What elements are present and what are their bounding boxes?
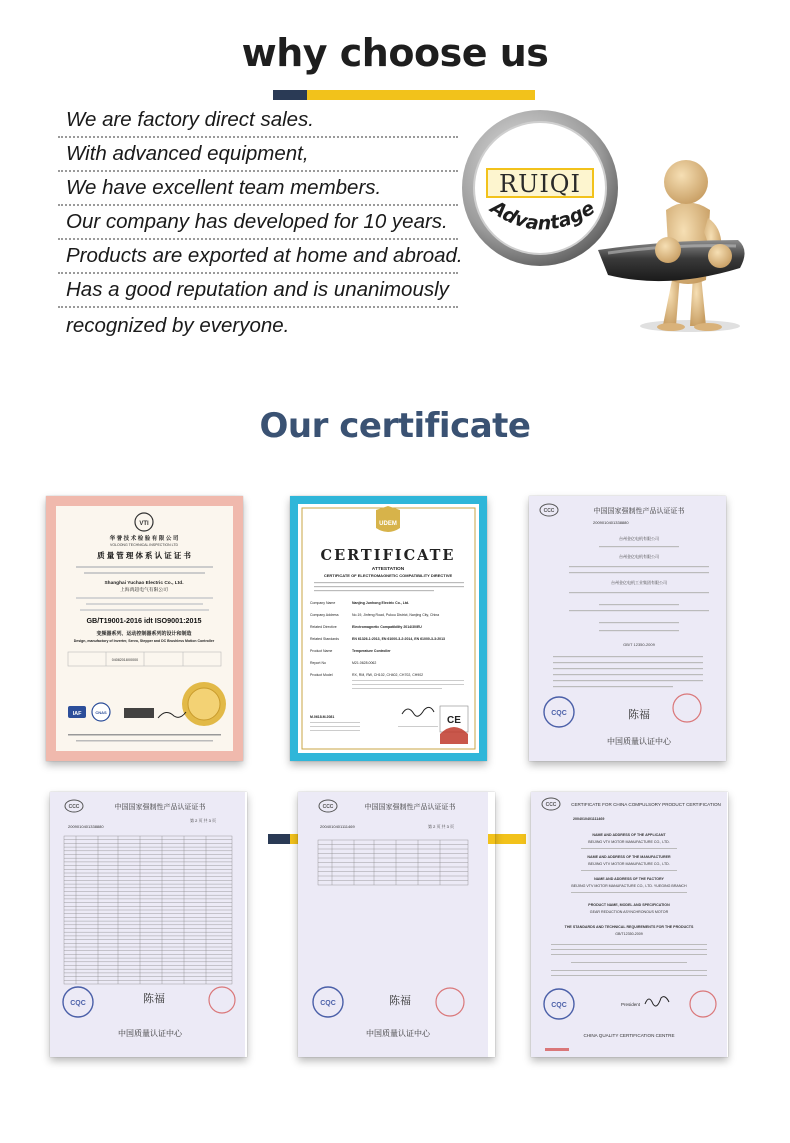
svg-text:第 2 页 共 3 页: 第 2 页 共 3 页 [190,818,217,823]
svg-text:质 量 管 理 体 系 认 证 证 书: 质 量 管 理 体 系 认 证 证 书 [97,551,191,560]
svg-text:GB/T19001-2016 idt ISO9001:201: GB/T19001-2016 idt ISO9001:2015 [86,616,202,625]
svg-text:中国质量认证中心: 中国质量认证中心 [366,1029,430,1038]
svg-text:Related Standards: Related Standards [310,637,339,641]
svg-text:Electromagnetic Compatibility: Electromagnetic Compatibility 2014/30/EU [352,625,422,629]
svg-text:President: President [621,1002,641,1007]
advantages-list [58,104,463,342]
section-title: Our certificate [259,406,531,446]
section-title: why choose us [241,31,549,75]
certificate-ccc-en [531,792,728,1057]
svg-text:2009010401338880: 2009010401338880 [68,824,104,829]
svg-text:变频器系列、运动控制器系列的设计和制造: 变频器系列、运动控制器系列的设计和制造 [96,631,192,637]
svg-text:CCC: CCC [68,804,80,810]
list-item: We have excellent team members. [58,172,458,206]
svg-text:VTI: VTI [139,521,149,527]
svg-text:M21.0628.0062: M21.0628.0062 [352,661,377,665]
our-certificate-heading [0,402,790,452]
ruiqi-advantage-magnifier-graphic [458,100,758,340]
certificate-iso9001 [46,496,243,761]
svg-text:中国质量认证中心: 中国质量认证中心 [118,1029,182,1038]
advantage-text: Advantage [486,196,599,235]
list-item: recognized by everyone. [66,314,290,337]
svg-text:RX, RM, RW, CH102, CH402, CH70: RX, RM, RW, CH102, CH402, CH702, CH902 [352,673,424,677]
svg-text:华 誉 技 术 检 验 有 限 公 司: 华 誉 技 术 检 验 有 限 公 司 [109,536,179,542]
svg-text:第 2 页 共 3 页: 第 2 页 共 3 页 [428,824,455,829]
certificate-ccc-cn [529,496,726,761]
svg-text:CNAS: CNAS [95,710,107,715]
svg-text:Product Name: Product Name [310,649,333,653]
svg-text:陈福: 陈福 [389,994,411,1007]
svg-text:CERTIFICATE FOR CHINA COMPULSO: CERTIFICATE FOR CHINA COMPULSORY PRODUCT CERTIFICATION [571,802,721,807]
svg-text:2009010401338880: 2009010401338880 [593,520,629,525]
svg-text:Product Model: Product Model [310,673,333,677]
svg-text:04082018X0000: 04082018X0000 [111,658,139,662]
svg-text:台州金亿电机有限公司: 台州金亿电机有限公司 [619,554,659,559]
svg-text:台州金亿电机有限公司: 台州金亿电机有限公司 [619,536,659,541]
svg-text:CCC: CCC [545,802,557,808]
svg-text:NAME AND ADDRESS OF THE FACTOR: NAME AND ADDRESS OF THE FACTORY [594,877,664,881]
svg-text:BEIJING VTV MOTOR MANUFACTURE: BEIJING VTV MOTOR MANUFACTURE CO., LTD. [588,862,670,866]
svg-text:PRODUCT NAME, MODEL AND SPECIF: PRODUCT NAME, MODEL AND SPECIFICATION [588,903,670,907]
svg-text:Shanghai Yuchao Electric Co.,: Shanghai Yuchao Electric Co., Ltd. [104,581,184,586]
svg-text:EN 61326-1:2013, EN 61000-3-2:: EN 61326-1:2013, EN 61000-3-2:2014, EN 61000-3-3:2013 [352,637,446,641]
list-item: Has a good reputation and is unanimously [58,274,458,308]
list-item: Our company has developed for 10 years. [58,206,458,240]
svg-text:CQC: CQC [551,710,567,717]
svg-text:中国国家强制性产品认证证书: 中国国家强制性产品认证证书 [114,804,206,811]
svg-text:NAME AND ADDRESS OF THE APPLIC: NAME AND ADDRESS OF THE APPLICANT [592,833,666,837]
svg-text:BEIJING VTV MOTOR MANUFACTURE: BEIJING VTV MOTOR MANUFACTURE CO., LTD. [588,840,670,844]
svg-text:中国质量认证中心: 中国质量认证中心 [607,737,671,746]
certificate-ccc-table-1 [50,792,247,1057]
svg-text:2004010401111469: 2004010401111469 [320,824,355,829]
svg-text:中国国家强制性产品认证证书: 中国国家强制性产品认证证书 [593,508,685,515]
svg-text:CQC: CQC [320,1000,336,1007]
svg-text:GB/T12350-2009: GB/T12350-2009 [615,932,643,936]
svg-text:CERTIFICATE OF ELECTROMAGNETIC: CERTIFICATE OF ELECTROMAGNETIC COMPATIBILITY DIRECTIVE [323,573,453,578]
certificate-ccc-table-2 [298,792,495,1057]
why-choose-us-heading [0,28,790,78]
svg-text:中国国家强制性产品认证证书: 中国国家强制性产品认证证书 [364,804,456,811]
svg-text:UDEM: UDEM [379,521,397,527]
svg-text:GB/T 12350-2009: GB/T 12350-2009 [623,642,655,647]
svg-text:NAME AND ADDRESS OF THE MANUFA: NAME AND ADDRESS OF THE MANUFACTURER [587,855,671,859]
svg-text:CQC: CQC [70,1000,86,1007]
svg-text:BEIJING VTV MOTOR MANUFACTURE: BEIJING VTV MOTOR MANUFACTURE CO., LTD. YUEGING BRANCH [571,884,687,888]
svg-text:台州金亿电机工业集团有限公司: 台州金亿电机工业集团有限公司 [611,580,667,585]
svg-text:CCC: CCC [322,804,334,810]
svg-text:Design, manufactory of Inverte: Design, manufactory of Inverter, Servo, Stepper and DC Brushless Motion Controller [73,639,215,643]
list-item: With advanced equipment, [58,138,458,172]
list-item: Products are exported at home and abroad. [58,240,458,274]
svg-text:CHINA QUALITY CERTIFICATION CE: CHINA QUALITY CERTIFICATION CENTRE [583,1033,675,1038]
svg-text:上海禹超电气有限公司: 上海禹超电气有限公司 [120,588,168,593]
svg-text:THE STANDARDS AND TECHNICAL RE: THE STANDARDS AND TECHNICAL REQUIREMENTS FOR THE PRODUCTS [564,925,694,929]
svg-text:VOLOONG TECHNICAL INSPECTION L: VOLOONG TECHNICAL INSPECTION LTD [109,543,179,547]
svg-text:Nanjing Junhong Electric Co.,: Nanjing Junhong Electric Co., Ltd. [352,601,410,605]
svg-text:GEAR REDUCTION ASYNCHRONOUS MO: GEAR REDUCTION ASYNCHRONOUS MOTOR [589,910,669,914]
svg-text:CE: CE [447,715,461,726]
svg-text:Related Directive: Related Directive [310,625,337,629]
svg-text:2004010401111469: 2004010401111469 [573,817,605,821]
svg-text:陈福: 陈福 [628,708,650,721]
svg-text:ATTESTATION: ATTESTATION [371,567,405,572]
heading-underline [273,90,535,100]
svg-text:陈福: 陈福 [143,992,165,1005]
svg-text:Temperature Controller: Temperature Controller [352,649,391,653]
svg-text:No.19, Jinfeng Road, Pukou Dis: No.19, Jinfeng Road, Pukou District, Nanjing City, China [352,613,440,617]
list-item: We are factory direct sales. [58,104,458,138]
svg-text:CERTIFICATE: CERTIFICATE [320,547,456,564]
svg-text:Report No: Report No [310,661,326,665]
svg-text:Company Address: Company Address [310,613,339,617]
svg-text:CQC: CQC [551,1002,567,1009]
brand-text: RUIQI [499,170,581,198]
svg-text:M.0618.M.2081: M.0618.M.2081 [310,715,335,719]
svg-text:Company Name: Company Name [310,601,336,605]
svg-text:IAF: IAF [72,711,82,717]
certificate-udem-ce [290,496,487,761]
svg-text:CCC: CCC [543,508,555,514]
